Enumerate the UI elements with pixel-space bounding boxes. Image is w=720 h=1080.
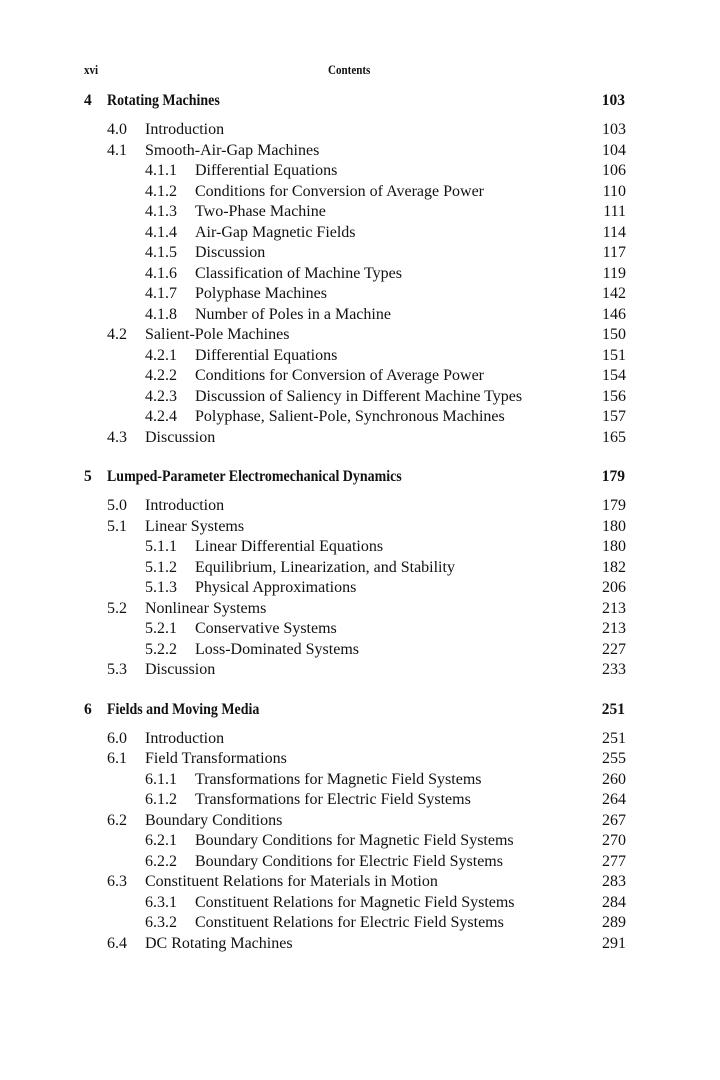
entry-num: 6.3.2 [145,914,177,931]
entry-title: Linear Systems [145,517,245,535]
entry-page: 157 [602,408,626,425]
entry-page: 150 [602,326,626,343]
running-title: Contents [328,62,371,77]
subsection-entry[interactable] [0,790,720,811]
entry-title: Discussion of Saliency in Different Machine Types [195,387,523,405]
entry-title: Discussion [195,244,266,261]
entry-num: 4.1.2 [145,182,177,200]
entry-num: 4.2.3 [145,387,177,405]
entry-title: Two-Phase Machine [195,203,326,220]
subsection-entry[interactable] [0,346,720,367]
entry-title: Number of Poles in a Machine [195,305,391,323]
entry-page: 110 [602,182,626,200]
entry-page: 213 [602,620,626,637]
section-entry[interactable] [0,811,720,832]
entry-num: 4.1 [107,141,127,159]
chapter-heading[interactable] [0,92,720,114]
chapter-num: 5 [84,468,92,485]
entry-num: 4.1.4 [145,223,177,241]
entry-title: Constituent Relations for Materials in Motion [145,873,438,890]
entry-title: Conditions for Conversion of Average Power [195,182,484,200]
chapter-title: Rotating Machines [107,92,220,109]
subsection-entry[interactable] [0,558,720,579]
entry-num: 5.1.2 [145,558,177,576]
entry-page: 267 [602,811,626,829]
entry-num: 4.2.4 [145,408,177,425]
entry-page: 260 [602,770,626,788]
entry-num: 5.1.3 [145,579,177,596]
entry-title: Discussion [145,428,216,446]
subsection-entry[interactable] [0,640,720,661]
entry-title: Constituent Relations for Electric Field Systems [195,914,504,931]
subsection-entry[interactable] [0,243,720,264]
entry-num: 6.3 [107,873,127,890]
subsection-entry[interactable] [0,407,720,428]
entry-page: 151 [602,346,626,364]
entry-num: 6.1.1 [145,770,177,788]
subsection-entry[interactable] [0,387,720,408]
entry-num: 4.3 [107,428,127,446]
entry-title: Field Transformations [145,750,287,767]
page-number: xvi [84,62,99,77]
entry-num: 4.2.2 [145,367,177,384]
entry-title: Introduction [145,121,225,138]
entry-title: Boundary Conditions for Electric Field Systems [195,852,503,870]
chapter-num: 6 [84,700,92,718]
entry-title: Constituent Relations for Magnetic Field Systems [195,893,515,911]
chapter-heading[interactable] [0,701,720,723]
section-entry[interactable] [0,428,720,449]
entry-num: 4.1.3 [145,203,177,220]
entry-title: Differential Equations [195,346,338,364]
entry-page: 156 [602,387,626,405]
subsection-entry[interactable] [0,161,720,182]
entry-page: 180 [602,517,626,535]
entry-num: 4.2.1 [145,346,177,364]
chapter-page: 179 [601,468,625,485]
subsection-entry[interactable] [0,264,720,285]
entry-page: 154 [602,367,626,384]
entry-num: 5.2.2 [145,640,177,658]
entry-title: Conditions for Conversion of Average Power [195,367,484,384]
entry-num: 6.1.2 [145,791,177,808]
entry-page: 119 [602,264,626,282]
entry-page: 227 [602,640,626,658]
subsection-entry[interactable] [0,537,720,558]
chapter-heading[interactable] [0,468,720,490]
entry-page: 104 [602,141,626,159]
entry-num: 5.2.1 [145,620,177,637]
entry-page: 264 [602,791,626,808]
chapter-page: 103 [601,92,625,109]
entry-title: Introduction [145,729,225,747]
entry-page: 284 [602,893,626,911]
entry-page: 182 [602,558,626,576]
entry-num: 4.2 [107,326,127,343]
subsection-entry[interactable] [0,770,720,791]
entry-num: 5.2 [107,599,127,617]
section-entry[interactable] [0,749,720,770]
subsection-entry[interactable] [0,619,720,640]
entry-num: 6.1 [107,750,127,767]
entry-page: 146 [602,305,626,323]
entry-num: 5.1 [107,517,127,535]
subsection-entry[interactable] [0,284,720,305]
entry-title: Smooth-Air-Gap Machines [145,141,320,159]
chapter-gap [0,448,720,468]
entry-title: Nonlinear Systems [145,599,267,617]
section-entry[interactable] [0,660,720,681]
entry-title: Transformations for Magnetic Field Systems [195,770,482,788]
entry-page: 165 [602,428,626,446]
entry-page: 270 [602,832,626,849]
entry-num: 5.0 [107,497,127,514]
entry-title: Introduction [145,497,225,514]
entry-page: 255 [602,750,626,767]
entry-page: 142 [602,285,626,302]
entry-page: 179 [602,497,626,514]
subsection-entry[interactable] [0,202,720,223]
entry-page: 277 [602,852,626,870]
chapter-title: Lumped-Parameter Electromechanical Dynamics [107,468,402,485]
entry-title: Polyphase Machines [195,285,327,302]
section-entry[interactable] [0,599,720,620]
entry-title: Salient-Pole Machines [145,326,290,343]
entry-num: 4.1.7 [145,285,177,302]
entry-num: 6.0 [107,729,127,747]
subsection-entry[interactable] [0,305,720,326]
entry-num: 4.1.1 [145,162,177,179]
chapter-title: Fields and Moving Media [107,700,260,718]
entry-page: 103 [602,121,626,138]
entry-title: Differential Equations [195,162,338,179]
entry-page: 114 [602,223,626,241]
entry-title: Equilibrium, Linearization, and Stability [195,558,455,576]
entry-title: Conservative Systems [195,620,337,637]
entry-num: 5.1.1 [145,538,177,555]
entry-num: 4.1.5 [145,244,177,261]
chapter-page: 251 [601,700,625,718]
section-entry[interactable] [0,934,720,955]
entry-num: 6.2 [107,811,127,829]
section-entry[interactable] [0,120,720,141]
section-entry[interactable] [0,496,720,517]
entry-num: 6.2.2 [145,852,177,870]
subsection-entry[interactable] [0,913,720,934]
entry-title: Transformations for Electric Field Systems [195,791,471,808]
subsection-entry[interactable] [0,366,720,387]
entry-title: Linear Differential Equations [195,538,384,555]
subsection-entry[interactable] [0,831,720,852]
entry-page: 117 [602,244,626,261]
entry-page: 233 [602,661,626,678]
chapter-gap [0,681,720,701]
entry-title: Air-Gap Magnetic Fields [195,223,356,241]
section-entry[interactable] [0,872,720,893]
entry-title: Classification of Machine Types [195,264,402,282]
entry-title: Polyphase, Salient-Pole, Synchronous Machines [195,408,505,425]
section-entry[interactable] [0,729,720,750]
subsection-entry[interactable] [0,223,720,244]
entry-title: Discussion [145,661,216,678]
entry-num: 6.2.1 [145,832,177,849]
entry-num: 4.1.6 [145,264,177,282]
entry-title: Physical Approximations [195,579,357,596]
section-entry[interactable] [0,325,720,346]
entry-page: 111 [603,203,626,220]
entry-page: 206 [602,579,626,596]
subsection-entry[interactable] [0,852,720,873]
entry-num: 4.1.8 [145,305,177,323]
section-entry[interactable] [0,141,720,162]
subsection-entry[interactable] [0,182,720,203]
entry-page: 291 [602,934,626,952]
subsection-entry[interactable] [0,578,720,599]
entry-num: 4.0 [107,121,127,138]
entry-title: Boundary Conditions for Magnetic Field Systems [195,832,514,849]
chapter-num: 4 [84,92,92,109]
entry-page: 106 [602,162,626,179]
entry-page: 289 [602,914,626,931]
entry-page: 283 [602,873,626,890]
entry-title: DC Rotating Machines [145,934,293,952]
section-entry[interactable] [0,517,720,538]
entry-num: 6.3.1 [145,893,177,911]
entry-title: Loss-Dominated Systems [195,640,359,658]
entry-page: 213 [602,599,626,617]
entry-num: 6.4 [107,934,127,952]
entry-page: 180 [602,538,626,555]
entry-page: 251 [602,729,626,747]
table-of-contents [0,92,720,954]
entry-num: 5.3 [107,661,127,678]
entry-title: Boundary Conditions [145,811,283,829]
subsection-entry[interactable] [0,893,720,914]
